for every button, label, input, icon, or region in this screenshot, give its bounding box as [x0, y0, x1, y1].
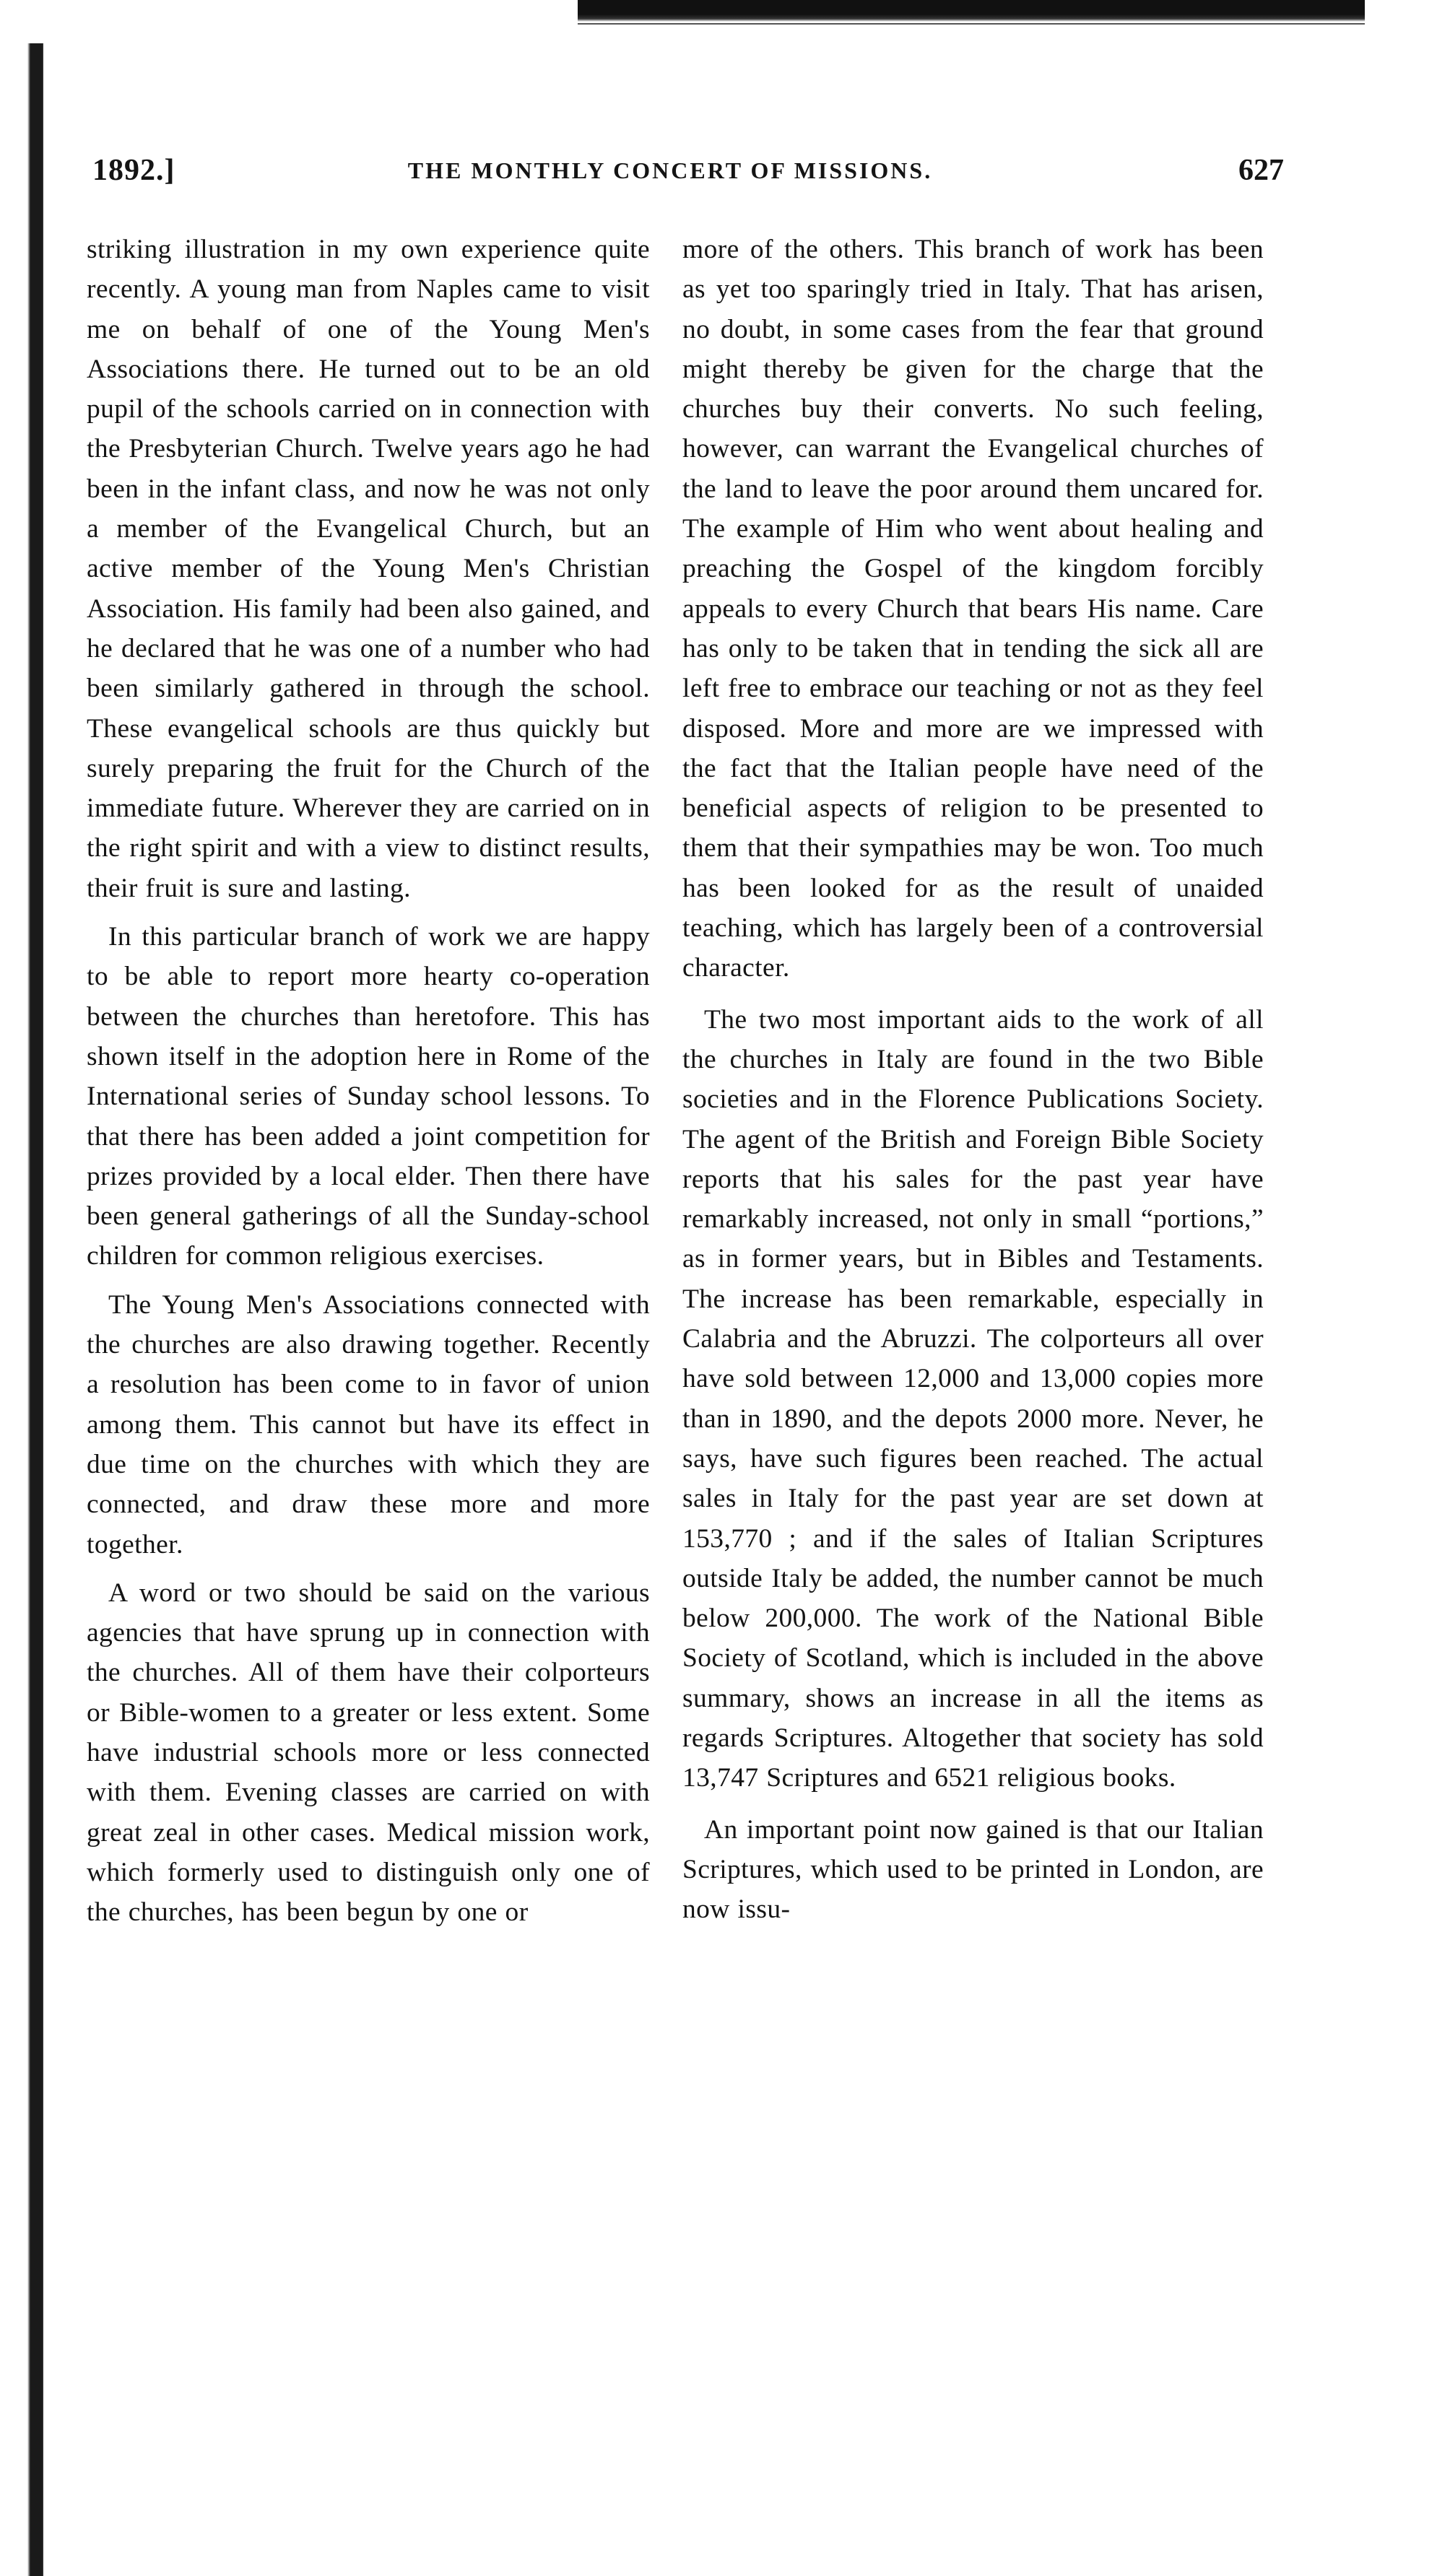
left-paragraph-4: A word or two should be said on the various agencies that have sprung up in connection with the churches. All of them have their colporteurs or Bible-women to a greater or less extent. Some have industrial schools more or less connected with them. Evening classes are carried on with great zeal in other cases. Medical mission work, which formerly used to distinguish only one of the churches, has been begun by one or	[87, 1578, 650, 1928]
top-rule	[578, 0, 1365, 22]
page-number: 627	[1238, 154, 1284, 187]
left-paragraph-1: striking illustration in my own experience quite recently. A young man from Naples came to visit me on behalf of one of the Young Men's Associations there. He turned out to be an old pupil of the schools carried on in connection with the Presbyterian Church. Twelve years ago he had been in the infant class, and now he was not only a member of the Evangelical Church, but an active member of the Young Men's Christian Association. His family had been also gained, and he declared that he was one of a number who had been similarly gathered in through the school. These evangelical schools are thus quickly but surely preparing the fruit for the Church of the immediate future. Wherever they are carried on in the right spirit and with a view to distinct results, their fruit is sure and lasting.	[87, 235, 650, 903]
left-paragraph-3: The Young Men's Associations connected with the churches are also drawing together. Recently a resolution has been come to in favor of union among them. This cannot but have its effect in due time on the churches with which they are connected, and draw these more and more together.	[87, 1289, 650, 1559]
binding-edge	[0, 43, 43, 2576]
right-paragraph-3: An important point now gained is that our Italian Scriptures, which used to be printed in London, are now issu-	[682, 1814, 1264, 1925]
right-paragraph-1: more of the others. This branch of work has been as yet too sparingly tried in Italy. That has arisen, no doubt, in some cases from the fear that ground might thereby be given for the charge that the churches buy their converts. No such feeling, however, can warrant the Evangelical churches of the land to leave the poor around them uncared for. The example of Him who went about healing and preaching the Gospel of the kingdom forcibly appeals to every Church that bears His name. Care has only to be taken that in tending the sick all are left free to embrace our teaching or not as they feel disposed. More and more are we impressed with the fact that the Italian people have need of the beneficial aspects of religion to be presented to them that their sympathies may be won. Too much has been looked for as the result of unaided teaching, which has largely been of a controversial character.	[682, 235, 1264, 983]
right-column	[682, 230, 1264, 1929]
header-title: THE MONTHLY CONCERT OF MISSIONS.	[407, 157, 933, 183]
running-head	[92, 153, 1284, 196]
top-rule-thin	[578, 23, 1365, 25]
header-year: 1892.]	[92, 154, 175, 187]
left-paragraph-2: In this particular branch of work we are happy to be able to report more hearty co-operation between the churches than heretofore. This has shown itself in the adoption here in Rome of the International series of Sunday school lessons. To that there has been added a joint competition for prizes provided by a local elder. Then there have been general gatherings of all the Sunday-school children for common religious exercises.	[87, 922, 650, 1271]
left-column	[87, 230, 650, 1932]
right-paragraph-2: The two most important aids to the work of all the churches in Italy are found in the two Bible societies and in the Florence Publications Society. The agent of the British and Foreign Bible Society reports that his sales for the past year have remarkably increased, not only in small “portions,” as in former years, but in Bibles and Testaments. The increase has been remarkable, especially in Calabria and the Abruzzi. The colporteurs all over have sold between 12,000 and 13,000 copies more than in 1890, and the depots 2000 more. Never, he says, have such figures been reached. The actual sales in Italy for the past year are set down at 153,770 ; and if the sales of Italian Scriptures outside Italy be added, the number cannot be much below 200,000. The work of the National Bible Society of Scotland, which is included in the above summary, shows an increase in all the items as regards Scriptures. Altogether that society has sold 13,747 Scriptures and 6521 religious books.	[682, 1004, 1264, 1793]
